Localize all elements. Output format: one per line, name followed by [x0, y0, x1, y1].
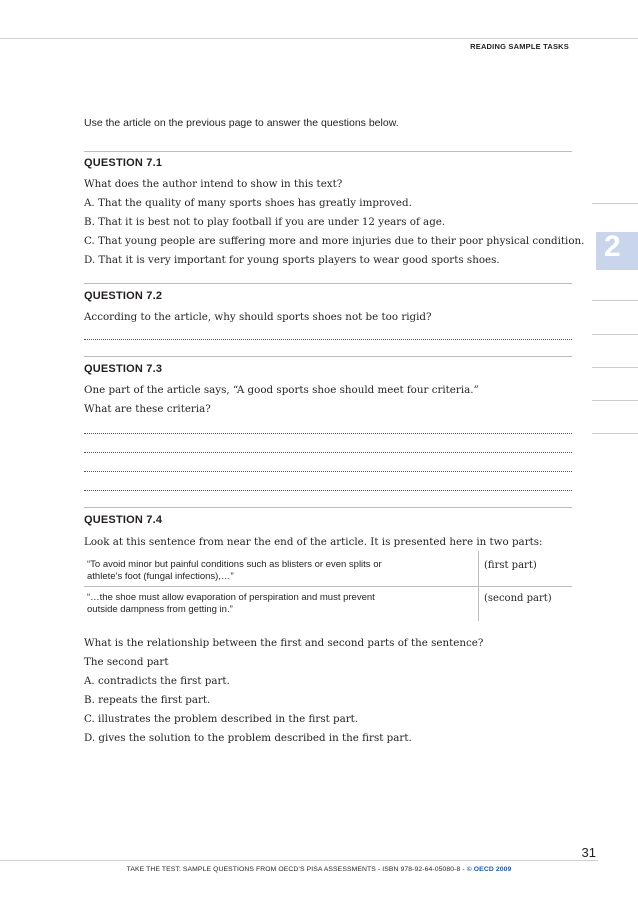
- question-7-4-body: [84, 634, 564, 748]
- second-part-text: “…the shoe must allow evaporation of perspiration and must prevent: [87, 592, 375, 603]
- question-7-3-title: QUESTION 7.3: [84, 363, 163, 375]
- margin-tick: [592, 203, 638, 204]
- question-7-1-body: [84, 175, 585, 270]
- option-d: D. That it is very important for young sports players to wear good sports shoes.: [84, 254, 500, 266]
- first-part-text: athlete’s foot (fungal infections),…”: [87, 571, 234, 582]
- margin-tick: [592, 400, 638, 401]
- option-b: B. That it is best not to play football if you are under 12 years of age.: [84, 216, 446, 228]
- first-part-label: (first part): [484, 560, 537, 571]
- top-rule: [0, 38, 638, 39]
- question-7-3-body: [84, 381, 564, 419]
- table-row-divider: [84, 586, 572, 587]
- answer-line: [84, 490, 572, 491]
- table-row: [87, 592, 375, 616]
- question-text: One part of the article says, “A good sports shoe should meet four criteria.”: [84, 384, 479, 396]
- intro-text: Use the article on the previous page to answer the questions below.: [84, 117, 399, 129]
- question-7-2-body: [84, 308, 564, 327]
- answer-line: [84, 452, 572, 453]
- second-part-text: outside dampness from getting in.”: [87, 604, 233, 615]
- question-text: According to the article, why should sports shoes not be too rigid?: [84, 311, 432, 323]
- option-b: B. repeats the first part.: [84, 694, 211, 706]
- question-7-4-prompt: Look at this sentence from near the end of the article. It is presented here in two parts:: [84, 536, 543, 548]
- table-row: [87, 559, 382, 583]
- option-c: C. illustrates the problem described in the first part.: [84, 713, 359, 725]
- divider: [84, 356, 572, 357]
- margin-tick: [592, 433, 638, 434]
- option-a: A. contradicts the first part.: [84, 675, 230, 687]
- answer-line: [84, 339, 572, 340]
- first-part-text: “To avoid minor but painful conditions such as blisters or even splits or: [87, 559, 382, 570]
- margin-tick: [592, 334, 638, 335]
- chapter-number: 2: [604, 230, 621, 263]
- copyright: © OECD 2009: [466, 866, 512, 873]
- question-7-4-title: QUESTION 7.4: [84, 514, 163, 526]
- margin-tick: [592, 367, 638, 368]
- question-7-1-title: QUESTION 7.1: [84, 157, 163, 169]
- second-part-label: (second part): [484, 593, 552, 604]
- footer: [0, 866, 638, 873]
- footer-text: TAKE THE TEST: SAMPLE QUESTIONS FROM OECD’S PISA ASSESSMENTS - ISBN 978-92-64-05080-8 -: [126, 866, 467, 873]
- running-header: READING SAMPLE TASKS: [470, 42, 569, 51]
- chapter-tab: [596, 232, 638, 270]
- sentence-table: [84, 551, 572, 621]
- divider: [84, 151, 572, 152]
- margin-tick: [592, 300, 638, 301]
- divider: [84, 507, 572, 508]
- question-text: What does the author intend to show in this text?: [84, 178, 343, 190]
- footer-rule: [0, 860, 598, 861]
- option-a: A. That the quality of many sports shoes has greatly improved.: [84, 197, 412, 209]
- option-c: C. That young people are suffering more and more injuries due to their poor physical condition.: [84, 235, 585, 247]
- question-text: What are these criteria?: [84, 403, 211, 415]
- answer-line: [84, 471, 572, 472]
- option-d: D. gives the solution to the problem described in the first part.: [84, 732, 412, 744]
- question-7-2-title: QUESTION 7.2: [84, 290, 163, 302]
- answer-line: [84, 433, 572, 434]
- divider: [84, 283, 572, 284]
- question-text: The second part: [84, 656, 169, 668]
- question-text: What is the relationship between the first and second parts of the sentence?: [84, 637, 484, 649]
- page-number: 31: [581, 845, 596, 860]
